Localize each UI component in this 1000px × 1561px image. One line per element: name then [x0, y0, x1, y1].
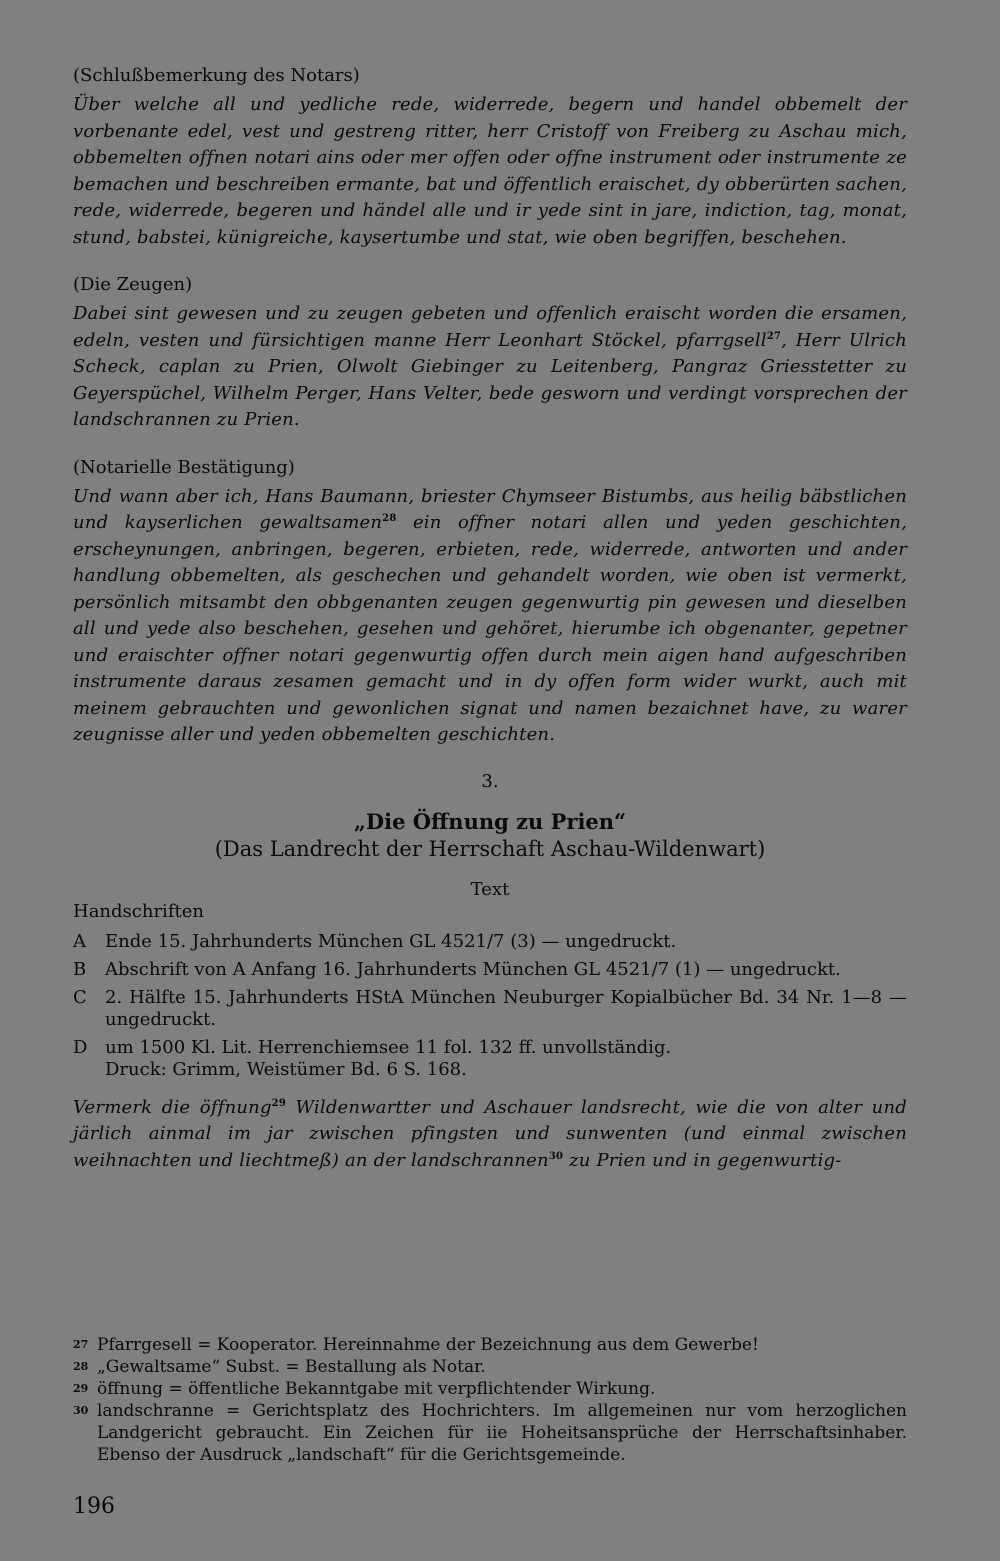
manuscript-text: Ende 15. Jahrhunderts München GL 4521/7 (3) — ungedruckt. — [105, 930, 677, 952]
manuscript-letter: C — [73, 986, 87, 1008]
manuscript-text: Abschrift von A Anfang 16. Jahrhunderts München GL 4521/7 (1) — ungedruckt. — [105, 958, 841, 980]
page-number: 196 — [73, 1494, 115, 1519]
footnote-number: 29 — [73, 1382, 89, 1395]
section-text — [73, 484, 907, 749]
text-part: zu Prien und in gegenwurtig- — [563, 1149, 842, 1171]
section-number: 3. — [481, 770, 499, 792]
handschriften-label: Handschriften — [73, 900, 204, 922]
text-label: Text — [470, 878, 510, 900]
page-body — [73, 64, 907, 1196]
final-paragraph — [73, 1095, 907, 1175]
manuscript-text: 2. Hälfte 15. Jahrhunderts HStA München Neuburger Kopialbücher Bd. 34 Nr. 1—8 — ungedruckt. — [105, 986, 907, 1030]
footnote — [73, 1356, 907, 1378]
section-bestaetigung — [73, 456, 907, 749]
footnotes — [73, 1334, 907, 1466]
manuscript-item — [73, 959, 907, 981]
manuscript-item — [73, 931, 907, 953]
document-subtitle: (Das Landrecht der Herrschaft Aschau-Wildenwart) — [214, 836, 766, 861]
footnote-number: 27 — [73, 1338, 89, 1351]
footnote-text: landschranne = Gerichtsplatz des Hochrichters. Im allgemeinen nur vom herzoglichen Landgericht gebraucht. Ein Zeichen für iie Hoheitsansprüche der Herrschaftsinhaber. Ebenso der Ausdruck „landschaft“ für die Gerichtsgemeinde. — [97, 1401, 907, 1465]
footnote-text: öffnung = öffentliche Bekanntgabe mit verpflichtender Wirkung. — [97, 1379, 656, 1399]
manuscript-line: um 1500 Kl. Lit. Herrenchiemsee 11 fol. 132 ff. unvollständig. — [105, 1036, 672, 1058]
footnote — [73, 1378, 907, 1400]
manuscript-text — [105, 1037, 907, 1081]
manuscript-line: Druck: Grimm, Weistümer Bd. 6 S. 168. — [105, 1058, 467, 1080]
footnote-text: Pfarrgesell = Kooperator. Hereinnahme der Bezeichnung aus dem Gewerbe! — [97, 1335, 759, 1355]
section-text — [73, 301, 907, 434]
footnote — [73, 1334, 907, 1356]
text-part: Und wann aber ich, Hans Baumann, briester Chymseer Bistumbs, aus heilig bäbstlichen und kayserlichen gewaltsamen — [73, 485, 907, 533]
section-text: Über welche all und yedliche rede, widerrede, begern und handel obbemelt der vorbenante edel, vest und gestreng ritter, herr Cristoff von Freiberg zu Aschau mich, obbemelten offnen notari ains oder mer offen oder offne instrument oder instrumente ze bemachen und beschreiben ermante, bat und öffentlich eraischet, dy obberürten sachen, rede, widerrede, begeren und händel alle und ir yede sint in jare, indiction, tag, monat, stund, babstei, künigreiche, kaysertumbe und stat, wie oben begriffen, beschehen. — [73, 94, 907, 248]
text-part: Dabei sint gewesen und zu zeugen gebeten und offenlich eraischt worden die ersamen, edeln, vesten und fürsichtigen manne Herr Leonhart Stöckel, pfarrgsell — [73, 303, 907, 351]
section-heading: (Die Zeugen) — [73, 274, 193, 295]
text-part: , Herr Ulrich Scheck, caplan zu Prien, Olwolt Giebinger zu Leitenberg, Pangraz Griesstetter zu Geyerspüchel, Wilhelm Perger, Hans Velter, bede gesworn und verdingt vorsprechen der landschrannen zu Prien. — [73, 329, 907, 430]
manuscript-item — [73, 987, 907, 1031]
footnote-ref: 29 — [271, 1097, 286, 1109]
document-title: „Die Öffnung zu Prien“ — [353, 808, 627, 834]
footnote-ref: 30 — [548, 1150, 564, 1162]
footnote — [73, 1400, 907, 1466]
manuscript-item — [73, 1037, 907, 1081]
manuscript-letter: B — [73, 958, 87, 980]
footnote-text: „Gewaltsame“ Subst. = Bestallung als Notar. — [97, 1357, 486, 1377]
footnote-ref: 27 — [766, 330, 782, 342]
section-heading: (Notarielle Bestätigung) — [73, 456, 295, 478]
footnote-ref: 28 — [382, 513, 397, 524]
section-heading: (Schlußbemerkung des Notars) — [73, 65, 360, 86]
manuscript-letter: D — [73, 1036, 88, 1058]
manuscript-list — [73, 931, 907, 1081]
text-part: Vermerk die öffnung — [73, 1096, 272, 1118]
text-part: ein offner notari allen und yeden geschichten, erscheynungen, anbringen, begeren, erbieten, rede, widerrede, antworten und ander handlung obbemelten, als geschechen und gehandelt worden, wie oben ist vermerkt, persönlich mitsambt den obbgenanten zeugen gegenwurtig pin gewesen und dieselben all und yede also beschehen, gesehen und gehöret, hierumbe ich obgenanter, gepetner und eraischter offner notari gegenwurtig offen durch mein aigen hand aufgeschriben instrumente daraus zesamen gemacht und in dy offen form wider wurkt, auch mit meinem gebrauchten und gewonlichen signat und namen bezaichnet have, zu warer zeugnisse aller und yeden obbemelten geschichten. — [73, 512, 907, 745]
section-schlussbemerkung — [73, 64, 907, 251]
text-part: Wildenwartter und Aschauer landsrecht, wie die von alter und järlich ainmal im jar zwischen pfingsten und sunwenten (und einmal zwischen weihnachten und liechtmeß) an der landschrannen — [73, 1096, 907, 1171]
footnote-number: 30 — [73, 1404, 89, 1417]
section-zeugen — [73, 273, 907, 434]
manuscript-letter: A — [73, 930, 86, 952]
footnote-number: 28 — [73, 1360, 89, 1373]
